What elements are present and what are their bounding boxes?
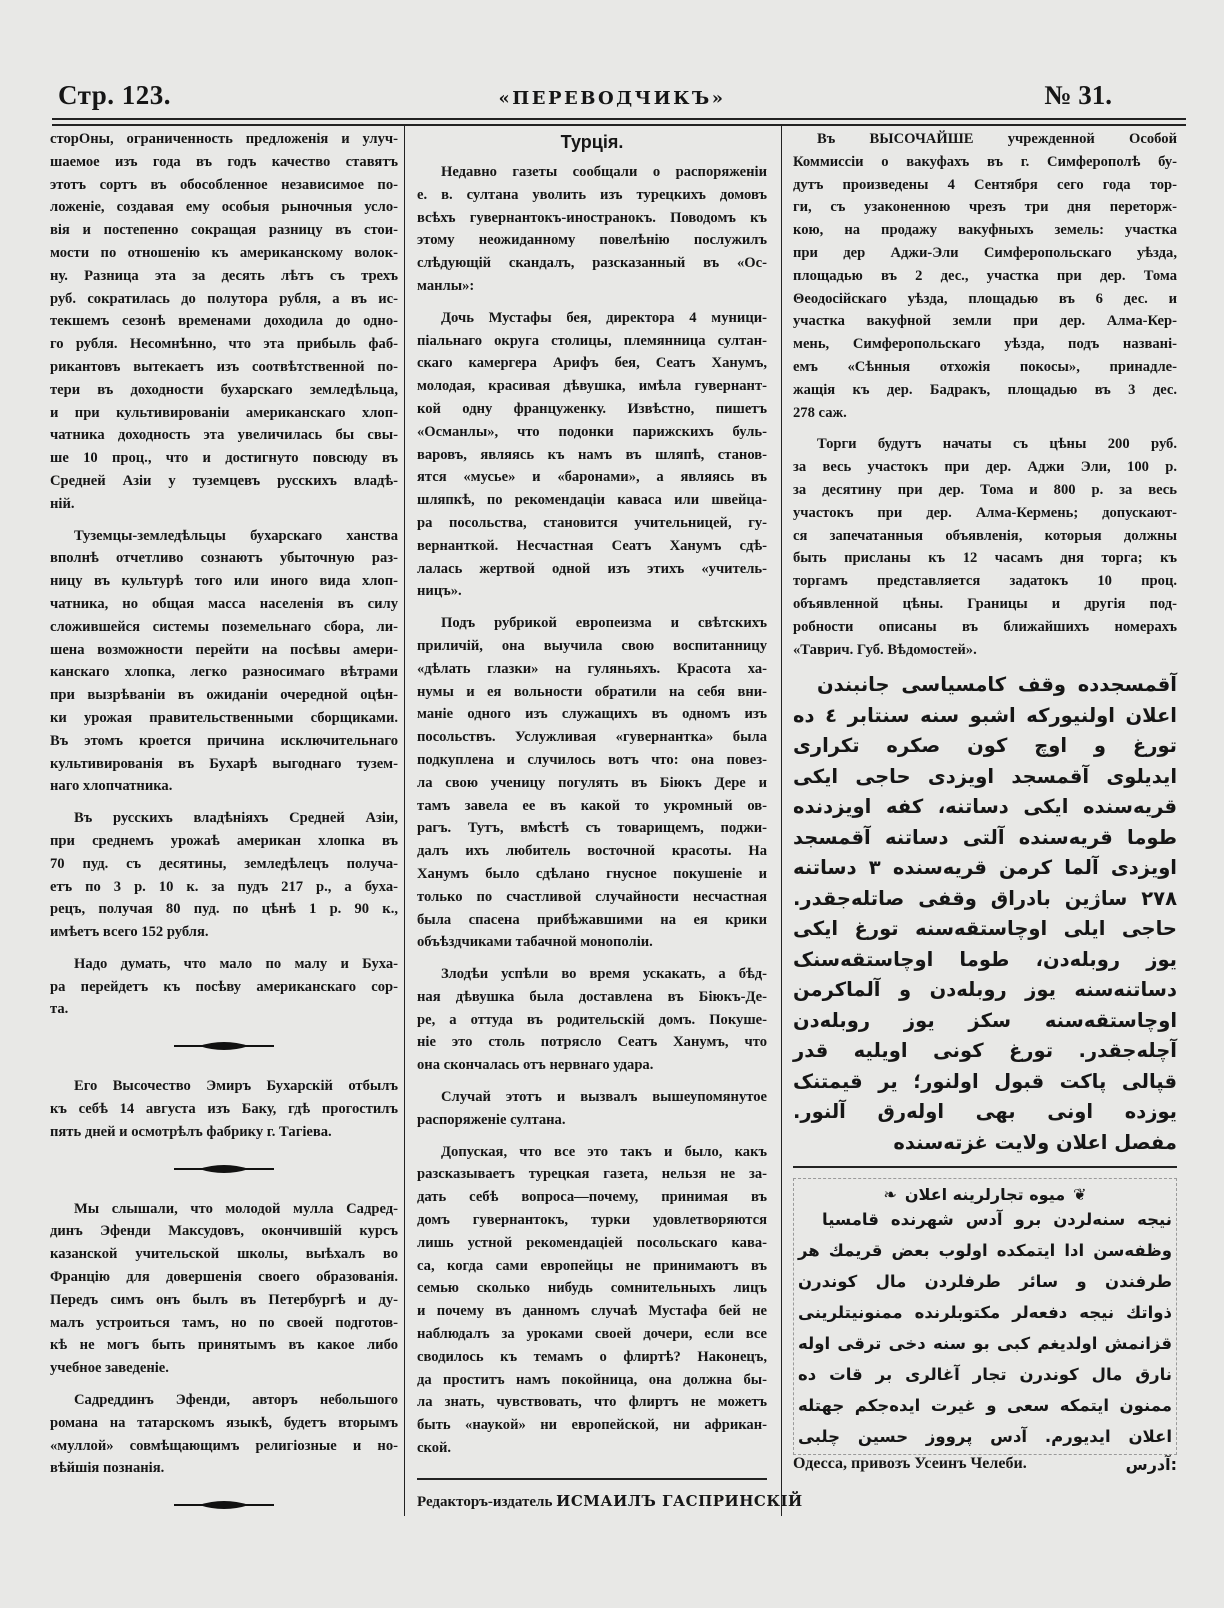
text-line: всѣхъ гувернантокъ-иностранокъ. Поводомъ къ [417, 209, 767, 226]
text-line: сложившейся системы поземельнаго сбора, ли- [50, 618, 398, 635]
text-line: طوما قریه‌سنده آلتی دساتنه آقمسجد [793, 825, 1177, 849]
text-line: ницу въ культурѣ того или иного вида хлоп- [50, 573, 398, 590]
text-line: ٢٧٨ ساژین بادراق وقفی صاتله‌جقدر. [793, 886, 1177, 910]
text-line: Туземцы-земледѣльцы бухарскаго ханства [74, 527, 398, 544]
text-line: чатника, но общая масса населенія въ силу [50, 595, 398, 612]
article-paragraph [417, 612, 767, 954]
ad-heading-text: میوه تجارلرینه اعلان [904, 1185, 1066, 1205]
article-paragraph [50, 525, 398, 799]
editor-publisher-line [417, 1491, 803, 1511]
announcement-arabic-script [793, 670, 1177, 1158]
text-line: етъ по 3 р. 10 к. за пудъ 217 р., а буха- [50, 878, 398, 895]
text-line: Его Высочество Эмиръ Бухарскій отбылъ [74, 1078, 398, 1095]
ad-address-ru: Одесса, привозъ Усеинъ Челеби. [793, 1455, 1027, 1473]
text-line: Допуская, что все это такъ и было, какъ [441, 1143, 767, 1160]
text-line: канскаго хлопка, легко разносимаго вѣтрами [50, 664, 398, 681]
text-line: یوز روبله‌دن، طوما اوچاستقه‌سنک [793, 947, 1177, 971]
text-line: «дѣлать глазки» на гуляньяхъ. Красота ха- [417, 660, 767, 677]
ornament-scroll-icon: ❦ [1073, 1185, 1087, 1205]
header-rule-top [52, 118, 1186, 120]
text-line: Недавно газеты сообщали о распоряженіи [441, 164, 767, 180]
text-line: имѣетъ всего 152 рубля. [50, 924, 209, 941]
text-line: варовъ, являясь къ намъ въ шляпѣ, станов- [417, 446, 767, 463]
middle-column [417, 128, 803, 1511]
article-paragraph [50, 953, 398, 1021]
text-line: Подъ рубрикой европеизма и свѣтскихъ [441, 615, 767, 632]
text-line: культивированія въ Бухарѣ выгоднаго тузем- [50, 755, 398, 772]
text-line: да проститъ намъ покойница, она должна бы- [417, 1371, 767, 1388]
header-rule-bottom [52, 124, 1186, 126]
text-line: вполнѣ отчетливо сознаютъ убыточную раз- [50, 550, 398, 567]
text-line: نارق مال کوندرن تجار آغالری بر قات ده [798, 1365, 1172, 1385]
text-line: подкуплена и случилось вотъ что: она повез- [417, 751, 767, 768]
text-line: Францію для довершенія своего образованія. [50, 1269, 398, 1286]
text-line: ная дѣвушка была доставлена въ Біюкъ-Де- [417, 988, 767, 1005]
announcement-vakuf-auction [793, 128, 1177, 424]
text-line: ла свою ученицу погулять въ Біюкъ Дере и [417, 774, 767, 791]
editor-label: Редакторъ-издатель [417, 1493, 553, 1510]
text-line: ذواتك نیجه دفعه‌لر مکتوبلرنده ممنونیتلرینی [798, 1303, 1172, 1323]
text-line: دساتنه‌سنه یوز روبله‌دن و آلماکرمن [793, 978, 1177, 1002]
text-line: распоряженіе султана. [417, 1111, 566, 1128]
article-cotton-continued [50, 128, 398, 516]
text-line: мости по отношенію къ американскому волок- [50, 244, 398, 261]
text-line: 70 пуд. съ десятины, земледѣлецъ получа- [50, 855, 398, 872]
text-line: тери въ доходности бухарскаго земледѣльца, [50, 381, 398, 398]
text-line: «Таврич. Губ. Вѣдомостей». [793, 641, 977, 658]
text-line: лишь устной рекомендаціей посольскаго кава- [417, 1234, 767, 1251]
text-line: наблюдалъ за уроками своей дочери, если все [417, 1326, 767, 1343]
text-line: этотъ сортъ въ обособленное независимое по- [50, 176, 398, 193]
text-line: اعلان ایدیورم. آدس پرووز حسین چلبی [798, 1427, 1172, 1447]
text-line: اعلان اولنیورکه اشبو سنه سنتابر ٤ ده [793, 703, 1177, 727]
text-line: текшемъ сезонѣ временами доходила до одно- [50, 313, 398, 330]
text-line: یوزده اونی بهی اوله‌رق آلنور. [793, 1100, 1177, 1124]
text-line: ской. [417, 1440, 452, 1457]
text-line: тамъ завела ее въ какой то укромный ов- [417, 797, 767, 814]
text-line: «Османлы», что подонки парижскихъ буль- [417, 423, 767, 440]
text-line: приличій, она выучила свою воспитанницу [417, 637, 767, 654]
text-line: نیجه سنه‌لردن برو آدس شهرنده قامسیا [822, 1210, 1172, 1230]
text-line: ше 10 проц., что и достигнуто повсюду въ [50, 450, 398, 467]
text-line: مفصل اعلان ولایت غزته‌سنده [893, 1130, 1177, 1154]
text-line: آچله‌جقدر. تورغ کونی اویلیه قدر [793, 1039, 1177, 1063]
text-line: скаго камергера Арифъ бея, Сеатъ Ханумъ, [417, 355, 767, 372]
text-line: تورغ و اوچ کون صکره تکراری [793, 734, 1177, 758]
text-line: семью сколько нибудь сомнительныхъ лицъ [417, 1280, 767, 1297]
text-line: при вызрѣваніи въ ожиданіи очередной оцѣн- [50, 687, 398, 704]
text-line: дать себѣ вопроса—почему, принимая въ [417, 1189, 767, 1206]
text-line: ся запечатанныя объявленія, которыя должны [793, 527, 1177, 544]
text-line: ра перейдетъ къ посѣву американскаго сор- [50, 978, 398, 995]
text-line: этому неожиданному повелѣнію послужилъ [417, 232, 767, 249]
ornament-divider-icon [50, 1154, 398, 1184]
issue-number: № 31. [1044, 80, 1112, 110]
text-line: при дер Аджи-Эли Симферопольскаго уѣзда, [793, 244, 1177, 261]
text-line: кой одну француженку. Извѣстно, пишетъ [417, 400, 767, 417]
text-line: чатника доходность эта увеличилась бы свы- [50, 427, 398, 444]
text-line: учебное заведеніе. [50, 1360, 169, 1377]
article-paragraph [417, 1086, 767, 1132]
text-line: за десятину при дер. Тома и 800 р. за весь [793, 481, 1177, 498]
article-emir-bukhara [50, 1075, 398, 1143]
text-line: Дочь Мустафы бея, директора 4 муници- [441, 309, 767, 326]
text-line: молодая, красивая дѣвушка, имѣла гувернант- [417, 378, 767, 395]
text-line: حاجی ایلی اوچاستقه‌سنه تورغ ایکی [793, 917, 1177, 941]
editor-name: ИСМАИЛЪ ГАСПРИНСКІЙ [556, 1491, 803, 1510]
text-line: и при культивированіи американскаго хлоп- [50, 404, 398, 421]
text-line: ній. [50, 495, 75, 512]
text-line: объѣздчиками табачной монополіи. [417, 934, 653, 951]
text-line: дутъ произведены 4 Сентября сего года тор- [793, 176, 1177, 193]
text-line: Надо думать, что мало по малу и Буха- [74, 955, 398, 972]
text-line: Въ русскихъ владѣніяхъ Средней Азіи, [74, 810, 398, 827]
text-line: романа на татарскомъ языкѣ, будетъ вторымъ [50, 1414, 398, 1431]
text-line: Садреддинъ Эфенди, авторъ небольшого [74, 1392, 398, 1409]
article-heading-turkey: Турція. [560, 132, 624, 152]
text-line: ги, съ узаконенною чрезъ три дня переторж- [793, 199, 1177, 216]
text-line: Случай этотъ и вызвалъ вышеупомянутое [441, 1089, 767, 1106]
text-line: وظفه‌سن ادا ایتمکده اولوب بعض قریمك هر [798, 1241, 1172, 1261]
text-line: торгамъ представляется задатокъ 10 проц. [793, 573, 1177, 590]
text-line: объявленной цѣны. Границы и другія под- [793, 595, 1177, 612]
text-line: Передъ симъ онъ былъ въ Петербургѣ и ду- [50, 1291, 398, 1308]
text-line: рикантовъ вытекаетъ изъ соотвѣтственной по- [50, 358, 398, 375]
text-line: сторОны, ограниченность предложенія и улуч- [50, 131, 398, 147]
text-line: اوچاستقه‌سنه سکز یوز روبله‌دن [793, 1008, 1177, 1032]
text-line: е. в. султана уволить изъ турецкихъ домовъ [417, 186, 767, 203]
editor-rule [417, 1478, 767, 1480]
article-paragraph [417, 1141, 767, 1460]
text-line: мень, Симферопольскаго уѣзда, подъ названі- [793, 336, 1177, 353]
text-line: шена возможности перейти на посѣвы амери- [50, 641, 398, 658]
text-line: къ себѣ 14 августа изъ Баку, гдѣ прогостилъ [50, 1101, 398, 1118]
text-line: шляпкѣ, по рекомендаціи каваса или швейца- [417, 492, 767, 509]
text-line: са, когда сами европейцы не принимаютъ въ [417, 1257, 767, 1274]
text-line: Въ ВЫСОЧАЙШЕ учрежденной Особой [817, 131, 1177, 147]
fruit-merchants-ad [793, 1178, 1177, 1455]
text-line: только по счастливой случайности несчастная [417, 888, 767, 905]
text-line: ایدیلوی آقمسجد اویزدی حاجی ایکی [793, 764, 1177, 788]
text-line: ра посольства, становится учительницей, гу- [417, 514, 767, 531]
text-line: «муллой» совмѣщающимъ религіозные и но- [50, 1437, 398, 1454]
ornament-divider-icon [50, 1490, 398, 1520]
text-line: кѣ не могъ быть принятымъ въ какое либо [50, 1337, 398, 1354]
text-line: при среднемъ урожаѣ американ хлопка въ [50, 832, 398, 849]
text-line: ніе это столь потрясло Сеатъ Ханумъ, что [417, 1034, 767, 1051]
column-divider-left [404, 126, 405, 1516]
article-paragraph [417, 307, 767, 603]
page-number: Стр. 123. [58, 80, 172, 110]
ornament-scroll-icon: ❧ [883, 1185, 897, 1205]
text-line: и почему въ данномъ случаѣ Мустафа бей не [417, 1303, 767, 1320]
text-line: Въ этомъ кроется причина исключительнаго [50, 732, 398, 749]
text-line: го рубля. Несомнѣнно, что эта прибыль фаб- [50, 336, 398, 353]
article-paragraph [50, 807, 398, 944]
text-line: вѣйшія познанія. [50, 1460, 165, 1477]
ad-rule [793, 1166, 1177, 1168]
text-line: قزانمش اولدیغم کبی بو سنه دخی ترقی اوله [798, 1334, 1172, 1354]
text-line: шаемое изъ года въ годъ качество ставятъ [50, 153, 398, 170]
text-line: участка вакуфной земли при дер. Алма-Кер- [793, 313, 1177, 330]
text-line: Коммиссіи о вакуфахъ въ г. Симферополѣ бу- [793, 153, 1177, 170]
text-line: руб. сократилась до полутора рубля, а въ ис- [50, 290, 398, 307]
text-line: пять дней и осмотрѣлъ фабрику г. Тагіева. [50, 1123, 332, 1140]
ornament-divider-icon [50, 1031, 398, 1061]
ad-address [793, 1455, 1177, 1474]
text-line: кою, на продажу вакуфныхъ земель: участка [793, 222, 1177, 239]
text-line: разсказываетъ турецкая газета, нельзя не за- [417, 1166, 767, 1183]
text-line: ки урожая правительственными сборщиками. [50, 709, 398, 726]
text-line: далъ ихъ любитель восточной красоты. На [417, 843, 767, 860]
text-line: та. [50, 1001, 69, 1018]
text-line: آقمسجدده وقف کامسیاسی جانبندن [817, 673, 1177, 697]
text-line: اویزدی آلما کرمن قریه‌سنده ٣ دساتنه [793, 856, 1177, 880]
text-line: емъ «Сѣнныя отхожія покосы», принадле- [793, 358, 1177, 375]
article-paragraph [50, 1389, 398, 1480]
text-line: лалась жертвой одной изъ этихъ «учитель- [417, 560, 767, 577]
text-line: быть присланы къ 12 часамъ дня торга; къ [793, 550, 1177, 567]
left-column [50, 128, 398, 1534]
text-line: домъ гувернантокъ, турки удовлетворяются [417, 1212, 767, 1229]
text-line: 278 саж. [793, 404, 847, 421]
ad-address-label: آدرس: [1125, 1455, 1177, 1475]
text-line: рецъ, получая 80 пуд. по цѣнѣ 1 р. 90 к., [50, 901, 398, 918]
text-line: вернанткой. Несчастная Сеатъ Ханумъ сдѣ- [417, 537, 767, 554]
text-line: посольствъ. Услужливая «гувернантка» была [417, 729, 767, 746]
text-line: ницъ». [417, 583, 462, 600]
text-line: ла знать, чувствовать, что флиртъ не можетъ [417, 1394, 767, 1411]
text-line: была спасена прибѣжавшими на ея крики [417, 911, 767, 928]
text-line: динъ Эфенди Максудовъ, окончившій курсъ [50, 1223, 398, 1240]
text-line: жащія къ дер. Бадракъ, площадью въ 3 дес. [793, 381, 1177, 398]
text-line: ре, а оттуда въ родительскій домъ. Покуше- [417, 1011, 767, 1028]
text-line: малъ устроиться тамъ, но по своей подготов- [50, 1314, 398, 1331]
text-line: Θеодосійскаго уѣзда, площадью въ 6 дес. и [793, 290, 1177, 307]
text-line: ну. Разница эта за десять лѣтъ съ трехъ [50, 267, 398, 284]
text-line: рагъ. Тутъ, вмѣстѣ съ товарищемъ, поджи- [417, 820, 767, 837]
text-line: сводилось къ темамъ о флиртѣ? Наконецъ, [417, 1348, 767, 1365]
text-line: піальнаго округа столицы, племянница султан- [417, 332, 767, 349]
text-line: вія и постепенно сокращая разницу въ стои- [50, 222, 398, 239]
newspaper-title: «ПЕРЕВОДЧИКЪ» [498, 88, 726, 109]
article-paragraph [417, 963, 767, 1077]
text-line: قپالی پاکت قبول اولنور؛ یر قیمتنک [793, 1069, 1177, 1093]
text-line: Мы слышали, что молодой мулла Садред- [74, 1200, 398, 1217]
text-line: قریه‌سنده ایکی دساتنه، کفه اویزدنده [793, 795, 1177, 819]
text-line: маніе одного изъ служащихъ въ одномъ изъ [417, 706, 767, 723]
article-mulla-sadreddin [50, 1198, 398, 1380]
text-line: ятся «мусье» и «баронами», а являясь въ [417, 469, 767, 486]
column-divider-right [781, 126, 782, 1516]
text-line: она скончалась отъ нервнаго удара. [417, 1057, 654, 1074]
text-line: ложеніе, создавая ему особыя рыночныя усло- [50, 199, 398, 216]
ad-heading [798, 1185, 1172, 1204]
text-line: наго хлопчатника. [50, 778, 173, 795]
text-line: ممنون ایتمکه سعی و غیرت ایده‌جکم جهتله [798, 1396, 1172, 1416]
text-line: Злодѣи успѣли во время ускакать, а бѣд- [441, 966, 767, 983]
text-line: طرفندن و سائر طرفلردن مال کوندرن [798, 1272, 1172, 1292]
text-line: манлы»: [417, 277, 475, 294]
text-line: площадью въ 2 дес., участка при дер. Тома [793, 267, 1177, 284]
text-line: за весь участокъ при дер. Аджи Эли, 100 р. [793, 459, 1177, 476]
text-line: Торги будутъ начаты съ цѣны 200 руб. [817, 436, 1177, 453]
text-line: Ханумъ было сдѣлано гнусное покушеніе и [417, 865, 767, 882]
ad-body [798, 1204, 1172, 1452]
right-column [793, 128, 1177, 1474]
announcement-paragraph [793, 433, 1177, 661]
article-paragraph [417, 161, 767, 298]
text-line: казанской учительской школы, выѣхалъ во [50, 1246, 398, 1263]
text-line: робности описаны въ ближайшихъ номерахъ [793, 618, 1177, 635]
text-line: быть «наукой» ни европейской, ни африкан- [417, 1417, 767, 1434]
text-line: слѣдующій скандалъ, разсказанный въ «Ос- [417, 255, 767, 272]
text-line: Средней Азіи у туземцевъ русскихъ владѣ- [50, 472, 398, 489]
text-line: участокъ при дер. Алма-Кермень; допускают- [793, 504, 1177, 521]
text-line: нумы и ея вольности обратили на себя вни- [417, 683, 767, 700]
